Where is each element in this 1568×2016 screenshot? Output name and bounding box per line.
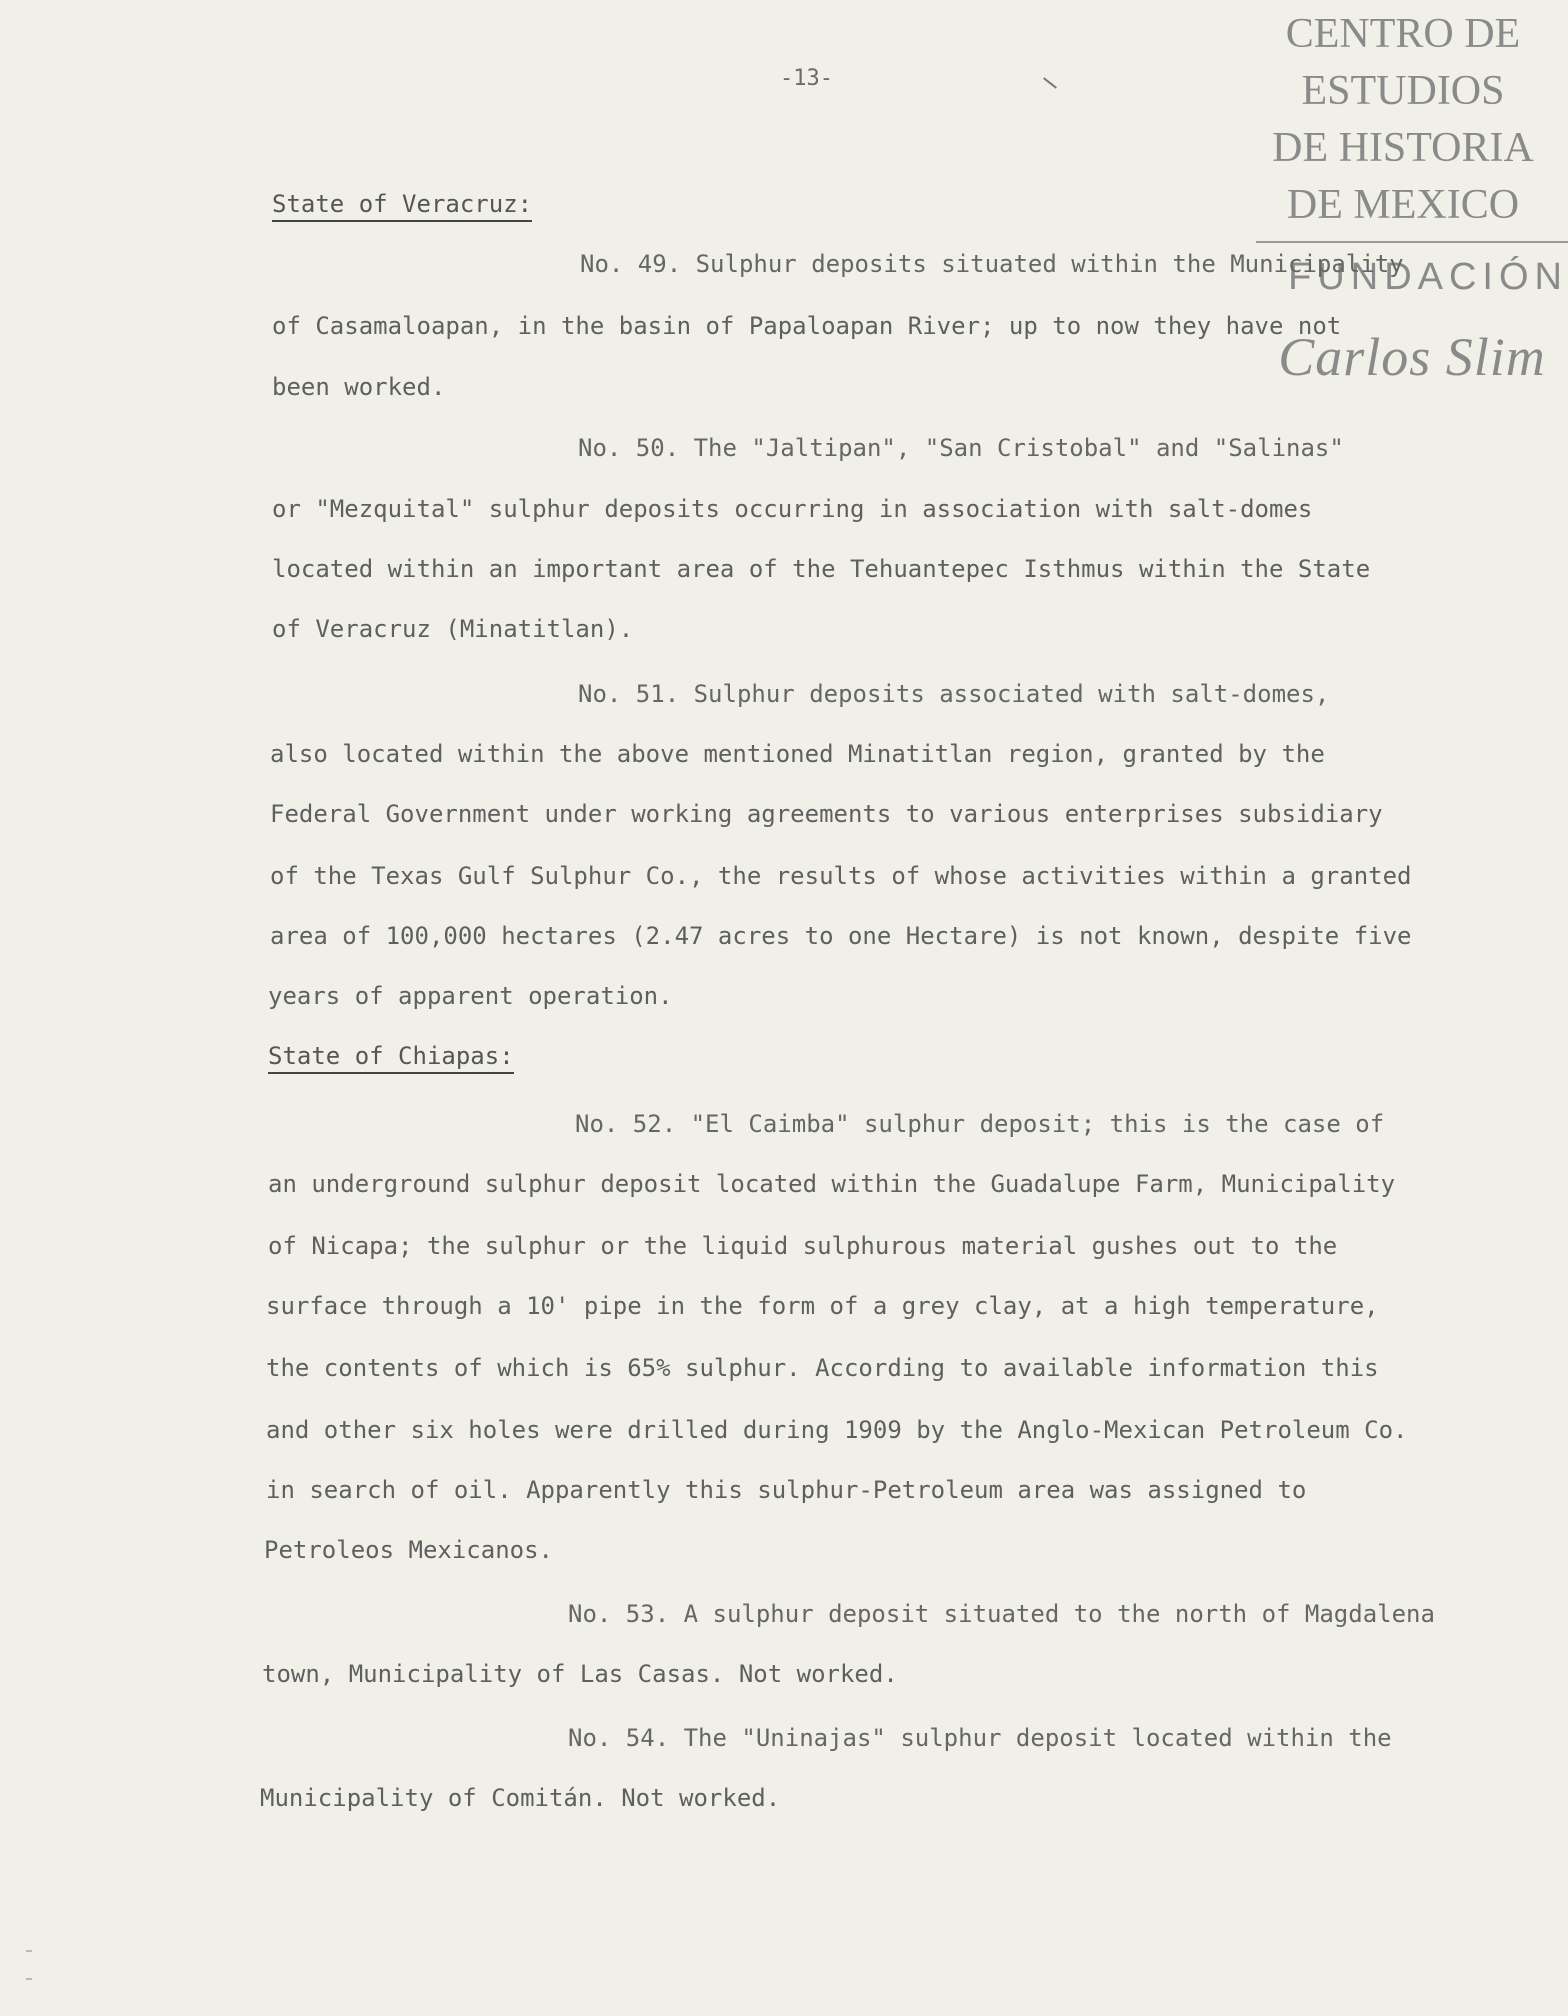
paragraph-53-line: No. 53. A sulphur deposit situated to the north of Magdalena: [568, 1600, 1435, 1628]
stray-mark: [1043, 77, 1057, 88]
paragraph-53-line: town, Municipality of Las Casas. Not worked.: [262, 1660, 898, 1688]
paragraph-51-line: area of 100,000 hectares (2.47 acres to one Hectare) is not known, despite five: [270, 922, 1412, 950]
paragraph-51-line: also located within the above mentioned Minatitlan region, granted by the: [270, 740, 1325, 768]
paragraph-52-line: of Nicapa; the sulphur or the liquid sulphurous material gushes out to the: [268, 1232, 1338, 1260]
paragraph-50-line: of Veracruz (Minatitlan).: [272, 615, 634, 643]
paragraph-52-line: No. 52. "El Caimba" sulphur deposit; this is the case of: [575, 1110, 1385, 1138]
seal-line: CENTRO DE: [1285, 11, 1521, 57]
seal-line: ESTUDIOS: [1301, 68, 1505, 114]
paragraph-49-line: of Casamaloapan, in the basin of Papaloapan River; up to now they have not: [272, 312, 1342, 340]
paragraph-49-line: No. 49. Sulphur deposits situated within the Municipality: [580, 250, 1404, 278]
paragraph-51-line: of the Texas Gulf Sulphur Co., the results of whose activities within a granted: [270, 862, 1412, 890]
paragraph-52-line: surface through a 10' pipe in the form of a grey clay, at a high temperature,: [266, 1292, 1379, 1320]
paragraph-50-line: or "Mezquital" sulphur deposits occurring in association with salt-domes: [272, 495, 1313, 523]
archive-seal: [1248, 6, 1558, 234]
paragraph-51-line: years of apparent operation.: [268, 982, 673, 1010]
paragraph-52-line: Petroleos Mexicanos.: [264, 1536, 553, 1564]
seal-signature: Carlos Slim: [1278, 327, 1546, 387]
page-number: -13-: [780, 66, 833, 91]
paragraph-54-line: No. 54. The "Uninajas" sulphur deposit located within the: [568, 1724, 1392, 1752]
paragraph-51-line: Federal Government under working agreements to various enterprises subsidiary: [270, 800, 1383, 828]
seal-line: DE HISTORIA: [1272, 125, 1534, 171]
paragraph-52-line: in search of oil. Apparently this sulphur-Petroleum area was assigned to: [266, 1476, 1307, 1504]
seal-foundation: FUNDACIÓN: [1288, 256, 1568, 298]
paragraph-52-line: the contents of which is 65% sulphur. According to available information this: [266, 1354, 1379, 1382]
paragraph-52-line: and other six holes were drilled during 1909 by the Anglo-Mexican Petroleum Co.: [266, 1416, 1408, 1444]
paragraph-50-line: located within an important area of the Tehuantepec Isthmus within the State: [272, 555, 1371, 583]
paragraph-50-line: No. 50. The "Jaltipan", "San Cristobal" and "Salinas": [578, 434, 1344, 462]
paragraph-54-line: Municipality of Comitán. Not worked.: [260, 1784, 781, 1812]
section-heading-veracruz: State of Veracruz:: [272, 190, 532, 222]
paragraph-49-line: been worked.: [272, 373, 446, 401]
paragraph-52-line: an underground sulphur deposit located within the Guadalupe Farm, Municipality: [268, 1170, 1396, 1198]
section-heading-chiapas: State of Chiapas:: [268, 1042, 514, 1074]
paragraph-51-line: No. 51. Sulphur deposits associated with salt-domes,: [578, 680, 1330, 708]
seal-divider: [1256, 241, 1568, 243]
seal-line: DE MEXICO: [1286, 182, 1520, 228]
margin-mark: [26, 1950, 32, 1980]
